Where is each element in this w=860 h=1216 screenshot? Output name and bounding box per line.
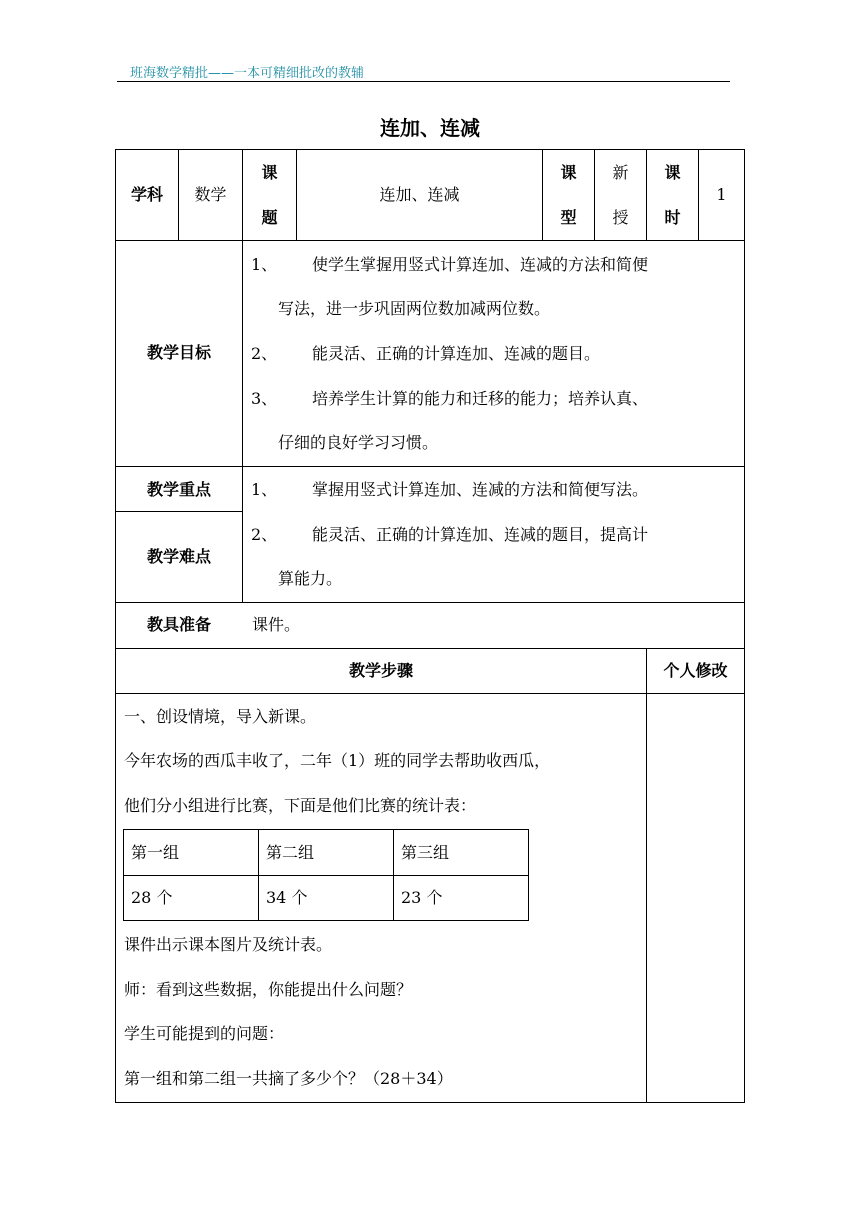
objective-2-line1: 能灵活、正确的计算连加、连减的题目。 (312, 344, 601, 363)
step-line-6: 学生可能提到的问题： (124, 1024, 285, 1043)
stats-header-1: 第一组 (131, 843, 180, 862)
key-point-2-num: 2、 (251, 525, 278, 544)
objective-1-line2: 写法，进一步巩固两位数加减两位数。 (278, 299, 551, 318)
objective-3-line2: 仔细的良好学习习惯。 (278, 433, 439, 452)
stats-value-3: 23 个 (401, 888, 443, 907)
difficulty-label: 教学难点 (146, 547, 211, 566)
stats-header-3: 第三组 (401, 843, 450, 862)
header-rule (117, 81, 730, 82)
hours-label-2: 时 (664, 208, 681, 227)
stats-value-1: 28 个 (131, 888, 173, 907)
key-points-label: 教学重点 (146, 480, 211, 499)
topic-label-2: 题 (261, 208, 278, 227)
step-line-5: 师：看到这些数据，你能提出什么问题？ (124, 980, 413, 999)
step-line-7: 第一组和第二组一共摘了多少个？（28＋34） (124, 1069, 453, 1088)
stats-value-2: 34 个 (266, 888, 308, 907)
topic-value: 连加、连减 (379, 185, 460, 204)
objective-3-num: 3、 (251, 389, 278, 408)
subject-label: 学科 (130, 185, 163, 204)
objective-3-line1: 培养学生计算的能力和迁移的能力；培养认真、 (312, 389, 649, 408)
materials-label: 教具准备 (146, 615, 211, 634)
materials-value: 课件。 (252, 615, 301, 634)
subject-value: 数学 (194, 185, 227, 204)
key-point-2-line2: 算能力。 (278, 569, 343, 588)
topic-label-1: 课 (261, 163, 278, 182)
notes-label: 个人修改 (663, 661, 728, 680)
objectives-label: 教学目标 (146, 343, 211, 362)
stats-header-2: 第二组 (266, 843, 315, 862)
step-line-1: 一、创设情境，导入新课。 (124, 707, 317, 726)
objective-1-num: 1、 (251, 255, 278, 274)
objective-1-line1: 使学生掌握用竖式计算连加、连减的方法和简便 (312, 255, 649, 274)
step-line-3: 他们分小组进行比赛，下面是他们比赛的统计表： (124, 796, 477, 815)
type-label-1: 课 (560, 163, 577, 182)
document-title: 连加、连减 (380, 116, 480, 140)
objective-2-num: 2、 (251, 344, 278, 363)
hours-label-1: 课 (664, 163, 681, 182)
header-text: 班海数学精批——一本可精细批改的教辅 (130, 66, 365, 81)
steps-label: 教学步骤 (348, 661, 413, 680)
step-line-2: 今年农场的西瓜丰收了，二年（1）班的同学去帮助收西瓜， (124, 751, 551, 770)
type-label-2: 型 (560, 208, 577, 227)
key-point-2-line1: 能灵活、正确的计算连加、连减的题目，提高计 (312, 525, 649, 544)
step-line-4: 课件出示课本图片及统计表。 (124, 935, 333, 954)
type-value-1: 新 (612, 163, 629, 182)
hours-value: 1 (716, 185, 727, 204)
key-point-1-num: 1、 (251, 480, 278, 499)
type-value-2: 授 (612, 208, 629, 227)
key-point-1-line1: 掌握用竖式计算连加、连减的方法和简便写法。 (312, 480, 649, 499)
